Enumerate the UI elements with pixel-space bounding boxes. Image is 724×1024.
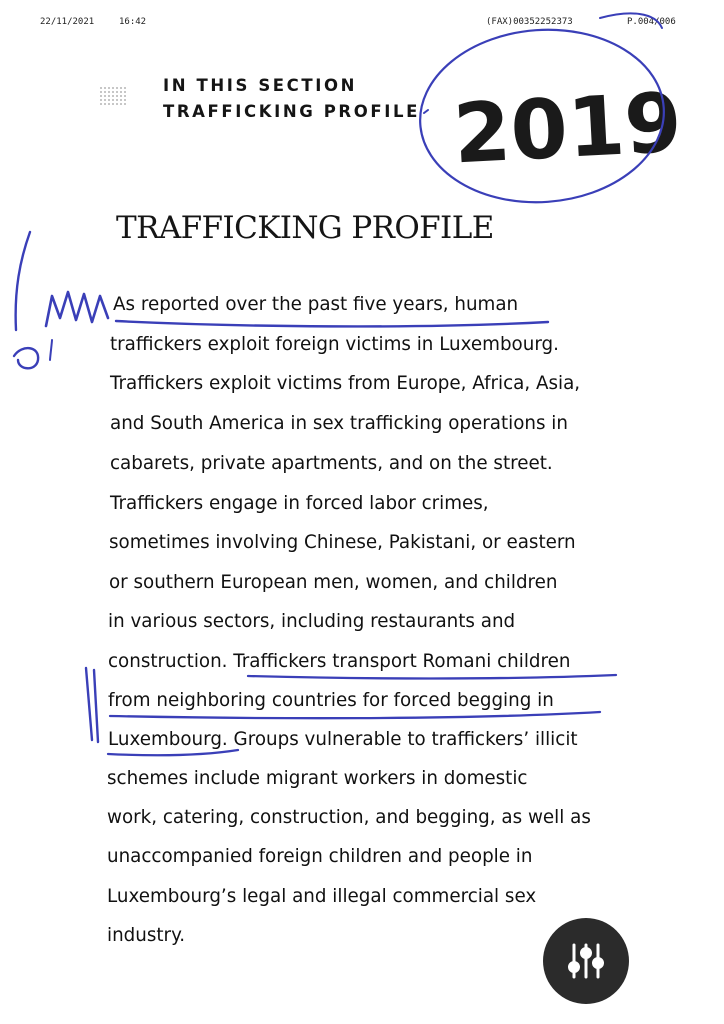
body-line-2: traffickers exploit foreign victims in Luxembourg.	[110, 334, 559, 355]
body-line-17: industry.	[107, 925, 186, 946]
section-label-line1: IN THIS SECTION	[163, 76, 358, 95]
fax-time: 16:42	[119, 17, 147, 27]
body-line-1: As reported over the past five years, human	[113, 294, 519, 315]
handwritten-year: 2019	[451, 75, 685, 183]
body-line-14: work, catering, construction, and begging, as well as	[107, 807, 591, 828]
body-line-10: construction. Traffickers transport Romani children	[108, 651, 571, 672]
fax-date: 22/11/2021	[40, 17, 95, 27]
body-line-15: unaccompanied foreign children and people in	[107, 846, 533, 867]
fax-page-number: P.004/006	[627, 17, 676, 27]
sliders-icon	[564, 939, 608, 983]
body-line-6: Traffickers engage in forced labor crimes,	[110, 493, 489, 514]
body-line-8: or southern European men, women, and children	[109, 572, 558, 593]
page-title: TRAFFICKING PROFILE	[116, 210, 494, 246]
body-line-11: from neighboring countries for forced begging in	[108, 690, 554, 711]
body-line-9: in various sectors, including restaurants and	[108, 611, 516, 632]
body-line-4: and South America in sex trafficking operations in	[110, 413, 568, 434]
body-line-16: Luxembourg’s legal and illegal commercial sex	[107, 886, 537, 907]
sliders-button[interactable]	[543, 918, 629, 1004]
body-line-13: schemes include migrant workers in domestic	[107, 768, 528, 789]
fax-number: (FAX)00352252373	[486, 17, 573, 27]
section-label-line2: TRAFFICKING PROFILE	[163, 102, 420, 121]
body-line-3: Traffickers exploit victims from Europe, Africa, Asia,	[110, 373, 581, 394]
body-line-12: Luxembourg. Groups vulnerable to traffickers’ illicit	[108, 729, 578, 750]
body-line-5: cabarets, private apartments, and on the street.	[110, 453, 553, 474]
body-line-7: sometimes involving Chinese, Pakistani, or eastern	[109, 532, 576, 553]
